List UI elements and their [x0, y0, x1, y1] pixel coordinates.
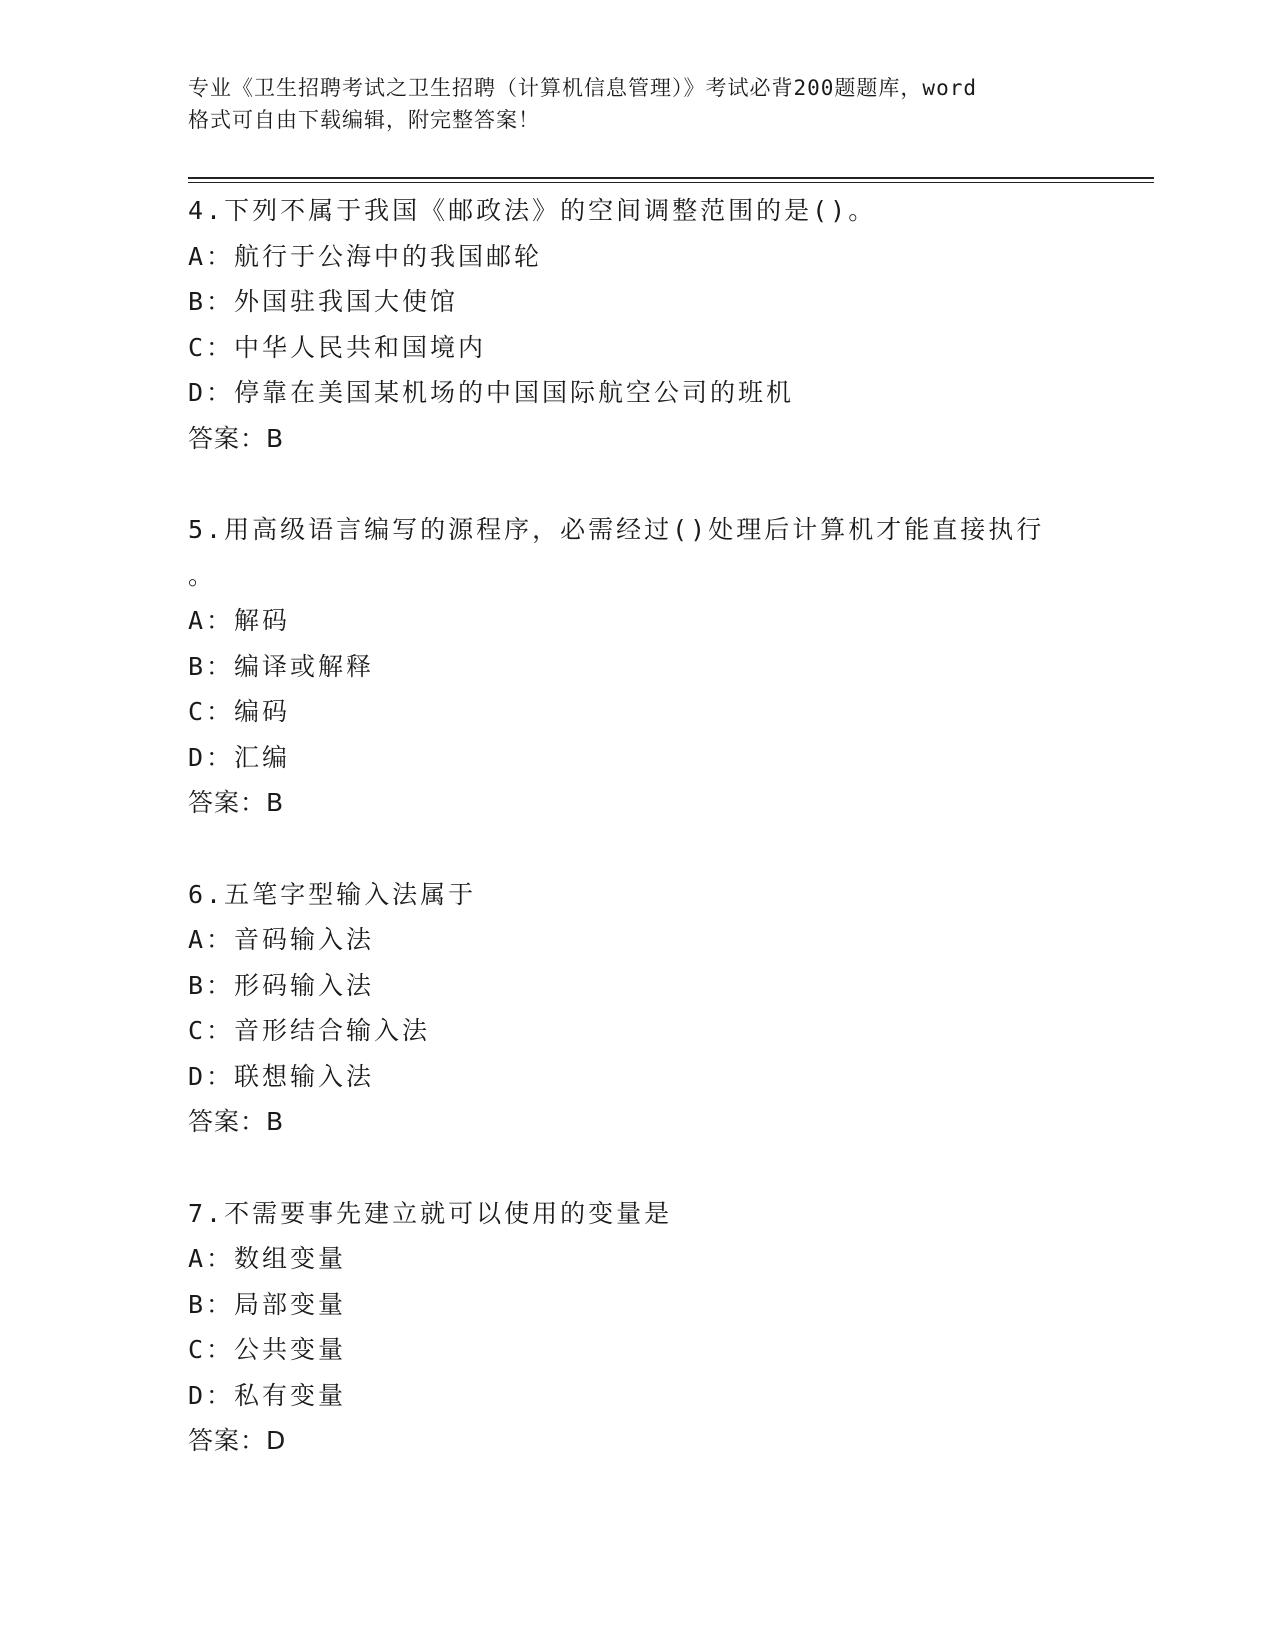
option-c: C：公共变量 — [188, 1335, 347, 1364]
question-list — [188, 188, 1088, 1510]
question-4 — [188, 188, 1088, 461]
header-divider-thick — [188, 177, 1154, 179]
option-d: D：私有变量 — [188, 1380, 347, 1410]
question-6 — [188, 872, 1088, 1145]
option-d: D：汇编 — [188, 742, 291, 772]
question-stem: 5.用高级语言编写的源程序，必需经过()处理后计算机才能直接执行 — [188, 515, 1045, 544]
header-line-1: 专业《卫生招聘考试之卫生招聘（计算机信息管理）》考试必背200题题库，word — [188, 76, 977, 100]
question-5 — [188, 507, 1088, 826]
question-stem: 4.下列不属于我国《邮政法》的空间调整范围的是()。 — [188, 196, 877, 225]
answer-line: 答案：B — [188, 788, 285, 817]
document-header — [188, 72, 1088, 136]
option-c: C：音形结合输入法 — [188, 1016, 431, 1045]
question-stem-continuation: 。 — [188, 560, 217, 590]
question-stem: 6.五笔字型输入法属于 — [188, 879, 477, 909]
option-c: C：编码 — [188, 697, 291, 726]
option-b: B：编译或解释 — [188, 651, 375, 681]
option-a: A：音码输入法 — [188, 925, 375, 954]
question-7 — [188, 1191, 1088, 1464]
answer-line: 答案：B — [188, 1107, 285, 1136]
option-a: A：航行于公海中的我国邮轮 — [188, 241, 543, 271]
option-b: B：局部变量 — [188, 1289, 347, 1319]
option-d: D：联想输入法 — [188, 1061, 375, 1091]
answer-line: 答案：D — [188, 1426, 287, 1455]
option-b: B：形码输入法 — [188, 970, 375, 1000]
option-a: A：解码 — [188, 606, 291, 635]
answer-line: 答案：B — [188, 423, 285, 453]
option-d: D：停靠在美国某机场的中国国际航空公司的班机 — [188, 378, 795, 407]
option-b: B：外国驻我国大使馆 — [188, 287, 459, 316]
option-c: C：中华人民共和国境内 — [188, 332, 487, 362]
question-stem: 7.不需要事先建立就可以使用的变量是 — [188, 1198, 673, 1228]
header-divider-thin — [188, 182, 1154, 183]
option-a: A：数组变量 — [188, 1244, 347, 1273]
header-line-2: 格式可自由下载编辑，附完整答案！ — [188, 108, 540, 132]
